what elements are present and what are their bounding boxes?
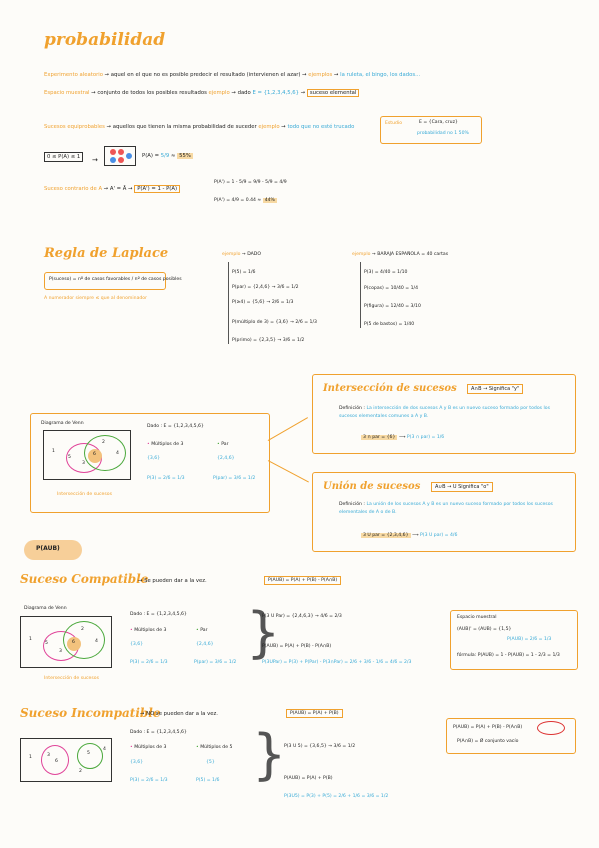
page-title: probabilidad <box>44 30 166 50</box>
espacio-text: conjunto de todos los posibles resultados <box>97 90 207 96</box>
contrario-row: Suceso contrario de A → A' = Ā → P(A') = 1 - P(A) <box>44 186 180 192</box>
incomp-mult5: Múltiplos de 5 <box>200 745 233 750</box>
contrario-l2: P(A') = 4/9 = 0.44 <box>214 198 256 203</box>
experimento-label: Experimento aleatorio <box>44 72 103 78</box>
dado1-par: Par <box>221 442 229 447</box>
connector-line <box>268 417 308 441</box>
ej-dado-head: ejemplo <box>222 252 241 257</box>
union-title: Unión de sucesos <box>323 481 421 492</box>
compat-eq2b: P(3UPar) = P(3) + P(Par) - P(3∩Par) = 2/6 + 3/6 - 1/6 = 4/6 = 2/3 <box>262 660 412 665</box>
ej-dado-head-row: ejemplo → DADO <box>222 252 261 257</box>
incomp-eq2a: P(AUB) = P(A) + P(B) <box>284 776 333 781</box>
compat-par: Par <box>200 628 208 633</box>
compat-arrow: → Se pueden dar a la vez. <box>138 578 207 584</box>
venn-number: 5 <box>68 455 71 460</box>
inter-title: Intersección de sucesos <box>323 383 457 394</box>
urn-box <box>104 146 136 166</box>
ej-baraja-line: P(5 de bastos) = 1/40 <box>364 322 415 327</box>
compat-p3: P(3) = 2/6 = 1/3 <box>130 660 168 665</box>
venn-caption: Intersección de sucesos <box>57 492 112 497</box>
equi-box-line2: probabilidad no 1 50% <box>417 131 469 136</box>
compat-eq2a: P(AUB) = P(A) + P(B) - P(A∩B) <box>262 644 332 649</box>
compat-venn-caption: Intersección de sucesos <box>44 676 99 681</box>
compat-set3: {3,6} <box>130 642 144 647</box>
interseccion-box <box>312 374 576 454</box>
venn-number: 3 <box>47 753 50 758</box>
union-ex-res: P(3 U par) = 4/6 <box>420 533 458 538</box>
laplace-title: Regla de Laplace <box>44 246 169 261</box>
venn-universe <box>43 430 131 480</box>
union-ex: 3 U par = {2,3,4,6} <box>363 533 409 538</box>
venn-number: 5 <box>45 641 48 646</box>
venn-number: 1 <box>29 755 32 760</box>
incomp-set3: {3,6} <box>130 760 144 765</box>
compat-setp: {2,4,6} <box>196 642 214 647</box>
venn-number: 4 <box>103 747 106 752</box>
venn-number: 6 <box>72 640 75 645</box>
contrario-label: Suceso contrario de A <box>44 186 103 192</box>
ej-baraja-head: ejemplo <box>352 252 371 257</box>
ej-dado-line: P(primo) = {2,3,5} → 3/6 = 1/2 <box>232 338 305 343</box>
incomp-title: Suceso Incompatible <box>20 706 161 720</box>
ej-baraja-line: P(3) = 4/40 = 1/10 <box>364 270 408 275</box>
incomp-side1: P(AUB) = P(A) + P(B) - P(A∩B) <box>453 725 523 730</box>
equi-box <box>380 116 482 144</box>
compat-side1: (AUB)' = (AUB) = {1,5} <box>457 627 512 632</box>
incomp-eq2b: P(3U5) = P(3) + P(5) = 2/6 + 1/6 = 3/6 = 1/2 <box>284 794 389 799</box>
ej-baraja-head2: BARAJA ESPAÑOLA = 40 cartas <box>377 252 449 257</box>
experimento-row: Experimento aleatorio → aquel en el que no es posible predecir el resultado (intervienen el azar) → ejemplos → la ruleta, el bingo, los dados... <box>44 72 421 78</box>
range-label: 0 ≤ P(A) ≤ 1 <box>44 152 83 162</box>
incomp-eq1: P(3 U 5) = {3,6,5} → 3/6 = 1/2 <box>284 744 356 749</box>
equi-label: Sucesos equiprobables <box>44 124 105 130</box>
compat-venn-universe <box>20 616 112 668</box>
experimento-eg: ejemplos <box>308 72 333 78</box>
compat-mult: Múltiplos de 3 <box>134 628 167 633</box>
venn-number: 4 <box>116 451 119 456</box>
equi-box-label: Estudio <box>385 121 403 126</box>
ej-dado-line: P(≥4) = {5,6} → 2/6 = 1/3 <box>232 300 294 305</box>
venn-number: 2 <box>81 627 84 632</box>
incomp-mult3-row: • Múltiplos de 3 <box>130 745 167 750</box>
paub-label: P(AUB) <box>36 545 60 552</box>
venn-number: 6 <box>93 452 96 457</box>
cross-out-icon <box>537 721 565 735</box>
inter-def-label: Definición <box>339 406 362 411</box>
venn-number: 2 <box>79 769 82 774</box>
incomp-venn-universe <box>20 738 112 782</box>
venn-title: Diagrama de Venn <box>41 421 84 426</box>
espacio-row: Espacio muestral → conjunto de todos los posibles resultados ejemplo → dado E = {1,2,3,4,5,6} → suceso elemental <box>44 90 359 96</box>
laplace-note: A numerador siempre ≤ que al denominador <box>44 296 147 301</box>
venn-number: 3 <box>59 649 62 654</box>
contrario-l1: P(A') = 1 - 5/9 = 9/9 - 5/9 = 4/9 <box>214 180 287 185</box>
venn-number: 3 <box>82 461 85 466</box>
union-def-row: Definición : La unión de los sucesos A y B es un nuevo suceso formado por todos los sucesos elementales de A o de B. <box>339 502 553 515</box>
equi-eg: ejemplo <box>258 124 280 130</box>
arrow-icon: → <box>92 156 98 164</box>
dado1-set3: {3,6} <box>147 456 161 461</box>
ej-baraja-bracket <box>360 262 361 328</box>
union-box <box>312 472 576 552</box>
dado1-title: Dado : E = {1,2,3,4,5,6} <box>147 424 204 429</box>
inter-def-row: Definición : La intersección de dos sucesos A y B es un nuevo suceso formado por todos los sucesos elementales comunes a A y B. <box>339 406 550 419</box>
venn-number: 2 <box>102 440 105 445</box>
ej-baraja-line: P(copas) = 10/40 = 1/4 <box>364 286 418 291</box>
ball-icon <box>110 157 116 163</box>
ej-dado-bracket <box>228 262 229 344</box>
ball-icon <box>126 153 132 159</box>
incomp-arrow: → NO se pueden dar a la vez. <box>140 711 218 717</box>
compat-formula: P(AUB) = P(A) + P(B) - P(A∩B) <box>264 576 341 585</box>
inter-ex-row: 3 ∩ par = {6} ⟶ P(3 ∩ par) = 1/6 <box>363 435 445 440</box>
ej-dado-head2: DADO <box>247 252 261 257</box>
incomp-p3: P(3) = 2/6 = 1/3 <box>130 778 168 783</box>
compat-mult-row: • Múltiplos de 3 <box>130 628 167 633</box>
venn-number: 4 <box>95 639 98 644</box>
espacio-label: Espacio muestral <box>44 90 90 96</box>
incomp-formula: P(AUB) = P(A) + P(B) <box>286 709 343 718</box>
experimento-eg-text: la ruleta, el bingo, los dados... <box>340 72 421 78</box>
espacio-eg-text: dado <box>237 90 251 96</box>
inter-ex-res: P(3 ∩ par) = 1/6 <box>406 435 445 440</box>
union-def: La unión de los sucesos A y B es un nuevo suceso formado por todos los sucesos elementales de A o de B. <box>339 502 553 515</box>
paub-pill <box>24 540 82 560</box>
compat-eq1: P(3 U Par) = {2,4,6,3} → 4/6 = 2/3 <box>262 614 342 619</box>
ej-dado-line: P(par) = {2,4,6} → 3/6 = 1/2 <box>232 285 299 290</box>
experimento-text: aquel en el que no es posible predecir el resultado (intervienen el azar) <box>110 72 301 78</box>
dado1-p3: P(3) = 2/6 = 1/3 <box>147 476 185 481</box>
equiprobables-row: Sucesos equiprobables → aquellos que tienen la misma probabilidad de suceder ejemplo → todo que no esté trucado <box>44 124 355 130</box>
ej-dado-line: P(múltiplo de 3) = {3,6} → 2/6 = 1/3 <box>232 320 317 325</box>
espacio-eg: ejemplo <box>208 90 230 96</box>
incomp-side2: P(A∩B) = Ø conjunto vacío <box>457 739 519 744</box>
incomp-mult3: Múltiplos de 3 <box>134 745 167 750</box>
compat-side-box <box>450 610 578 670</box>
ball-icon <box>110 149 116 155</box>
brace-icon: } <box>252 723 287 786</box>
compat-title: Suceso Compatible <box>20 572 149 586</box>
laplace-formula: P(suceso) = nº de casos favorables / nº de casos posibles <box>49 277 182 282</box>
compat-ppar: P(par) = 3/6 = 1/2 <box>194 660 237 665</box>
ej-baraja-line: P(figura) = 12/40 = 3/10 <box>364 304 421 309</box>
espacio-set: E = {1,2,3,4,5,6} <box>252 90 300 96</box>
suceso-elemental-tag: suceso elemental <box>307 89 360 97</box>
dado1-ppar: P(par) = 3/6 = 1/2 <box>213 476 256 481</box>
brace-icon: } <box>246 601 281 664</box>
pa-frac: 5/9 <box>160 153 170 159</box>
contrario-formula: P(A') = 1 - P(A) <box>134 185 180 193</box>
equi-box-line1: E = {Cara, cruz} <box>419 120 458 125</box>
connector-line <box>268 460 309 483</box>
inter-def: La intersección de dos sucesos A y B es un nuevo suceso formado por todos los sucesos elementales comunes a A y B. <box>339 406 550 419</box>
incomp-set5: {5} <box>206 760 215 765</box>
pa-row: P(A) = 5/9 ≈ 55% <box>142 153 191 159</box>
dado1-mult-row: • Múltiplos de 3 <box>147 442 184 447</box>
contrario-l2-row: P(A') = 4/9 = 0.44 ≈ 44% <box>214 198 275 203</box>
equi-eg-text: todo que no esté trucado <box>287 124 355 130</box>
ej-baraja-head-row: ejemplo → BARAJA ESPAÑOLA = 40 cartas <box>352 252 449 257</box>
ej-dado-line: P(5) = 1/6 <box>232 270 256 275</box>
venn-number: 1 <box>52 449 55 454</box>
venn-example-box <box>30 413 270 513</box>
compat-side-title: Espacio muestral <box>457 615 497 620</box>
contrario-l2b: 44% <box>264 198 275 203</box>
equi-text: aquellos que tienen la misma probabilidad de suceder <box>112 124 257 130</box>
compat-side2: fórmula: P(AUB) = 1 - P(AUB) = 1 - 2/3 = 1/3 <box>457 653 560 658</box>
dado1-mult: Múltiplos de 3 <box>151 442 184 447</box>
venn-number: 1 <box>29 637 32 642</box>
contrario-arrow: A' = Ā <box>109 186 127 192</box>
compat-venn-title: Diagrama de Venn <box>24 606 67 611</box>
incomp-side-box <box>446 718 576 754</box>
venn-number: 5 <box>87 751 90 756</box>
compat-side1b: P(AUB) = 2/6 = 1/3 <box>507 637 552 642</box>
laplace-formula-box <box>44 272 182 290</box>
incomp-p5: P(5) = 1/6 <box>196 778 220 783</box>
pa-label: P(A) = <box>142 153 160 159</box>
pa-pct: 55% <box>179 153 191 159</box>
venn-circle-b <box>77 743 103 769</box>
venn-number: 6 <box>55 759 58 764</box>
compat-dado: Dado : E = {1,2,3,4,5,6} <box>130 612 187 617</box>
ball-icon <box>118 157 124 163</box>
incomp-mult5-row: • Múltiplos de 5 <box>196 745 233 750</box>
ball-icon <box>118 149 124 155</box>
dado1-setp: {2,4,6} <box>217 456 235 461</box>
compat-par-row: • Par <box>196 628 208 633</box>
union-def-label: Definición <box>339 502 362 507</box>
incomp-dado: Dado : E = {1,2,3,4,5,6} <box>130 730 187 735</box>
dado1-par-row: • Par <box>217 442 229 447</box>
inter-ex: 3 ∩ par = {6} <box>363 435 396 440</box>
inter-tag: A∩B → Significa "y" <box>467 384 523 394</box>
union-tag: A∪B → U Significa "o" <box>431 482 493 492</box>
union-ex-row: 3 U par = {2,3,4,6} ⟶ P(3 U par) = 4/6 <box>363 533 458 538</box>
